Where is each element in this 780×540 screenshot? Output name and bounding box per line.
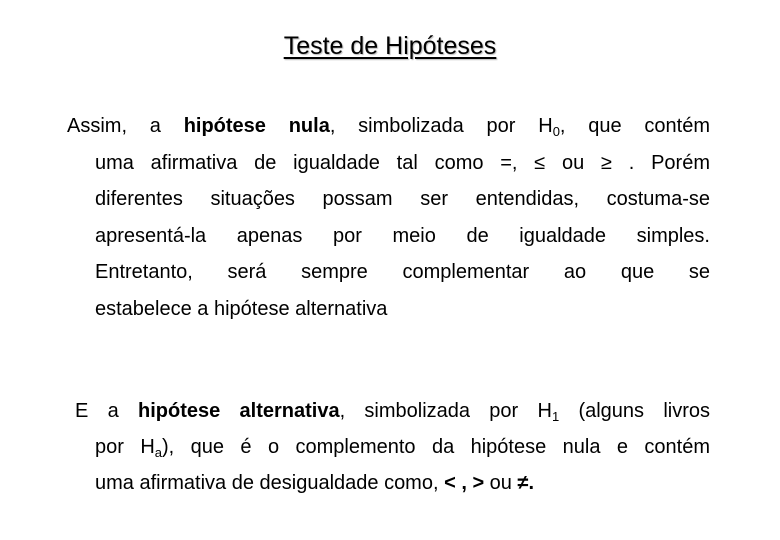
inequality-symbols: < , >	[444, 472, 485, 494]
paragraph-line: diferentes situações possam ser entendidas, costuma-se	[95, 188, 710, 210]
page-title: Teste de Hipóteses	[283, 32, 497, 60]
paragraph-line: E a hipótese alternativa, simbolizada por $H_1$ (alguns livros	[75, 400, 710, 424]
paragraph-line: uma afirmativa de igualdade tal como =, ≤ ou ≥ . Porém	[95, 151, 710, 174]
term-alternative-hypothesis: hipótese alternativa	[138, 400, 340, 422]
paragraph-line: Entretanto, será sempre complementar ao que se	[95, 261, 710, 283]
paragraph-alternative-hypothesis	[75, 393, 710, 501]
not-equal-symbol: ≠.	[517, 472, 535, 494]
paragraph-line: estabelece a hipótese alternativa	[95, 297, 388, 320]
paragraph-null-hypothesis	[67, 108, 710, 327]
paragraph-line: uma afirmativa de desigualdade como, < , > ou ≠.	[95, 472, 535, 494]
paragraph-line: Assim, a hipótese nula, simbolizada por $H_0$, que contém	[67, 115, 710, 139]
paragraph-line: por $H_a$), que é o complemento da hipótese nula e contém	[95, 436, 710, 460]
paragraph-line: apresentá-la apenas por meio de igualdade simples.	[95, 224, 710, 247]
term-null-hypothesis: hipótese nula	[183, 115, 330, 137]
